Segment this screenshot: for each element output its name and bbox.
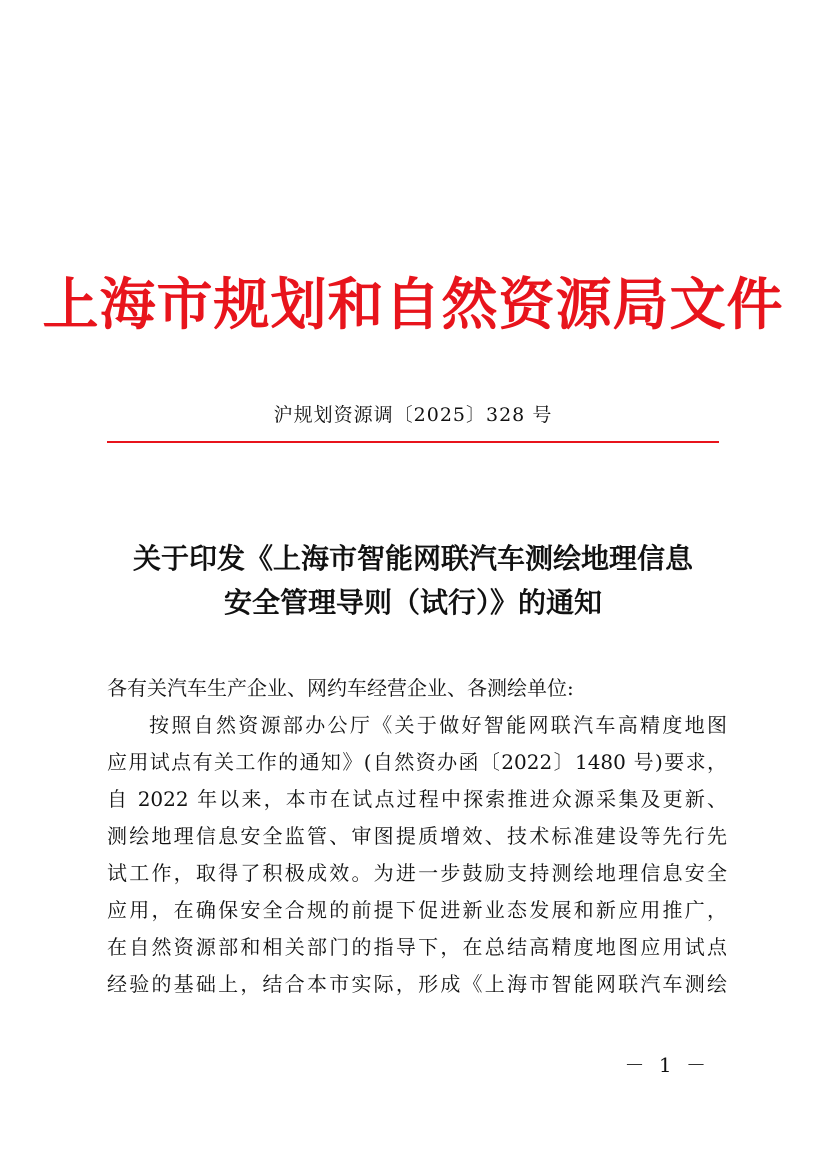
body-line: 按照自然资源部办公厅《关于做好智能网联汽车高精度地图	[149, 713, 727, 737]
notice-title-line-2: 安全管理导则（试行）》的通知	[223, 586, 602, 619]
body-line: 在自然资源部和相关部门的指导下，在总结高精度地图应用试点	[107, 935, 727, 959]
body-line: 应用试点有关工作的通知》(自然资办函〔2022〕1480 号)要求，	[107, 750, 727, 774]
body-line: 自 2022 年以来，本市在试点过程中探索推进众源采集及更新、	[107, 787, 727, 811]
document-number: 沪规划资源调〔2025〕328 号	[273, 404, 553, 426]
body-line: 试工作，取得了积极成效。为进一步鼓励支持测绘地理信息安全	[107, 861, 727, 885]
body-line: 测绘地理信息安全监管、审图提质增效、技术标准建设等先行先	[107, 824, 727, 848]
body-line: 经验的基础上，结合本市实际，形成《上海市智能网联汽车测绘	[107, 972, 727, 996]
body-paragraph	[107, 707, 727, 1003]
page-number: － 1 －	[624, 1053, 710, 1077]
salutation: 各有关汽车生产企业、网约车经营企业、各测绘单位:	[107, 676, 574, 700]
notice-title	[0, 537, 826, 625]
notice-title-line-1: 关于印发《上海市智能网联汽车测绘地理信息	[132, 542, 693, 575]
body-line: 应用，在确保安全合规的前提下促进新业态发展和新应用推广，	[107, 898, 727, 922]
issuing-authority-title: 上海市规划和自然资源局文件	[42, 272, 784, 338]
red-separator-rule	[107, 441, 719, 443]
